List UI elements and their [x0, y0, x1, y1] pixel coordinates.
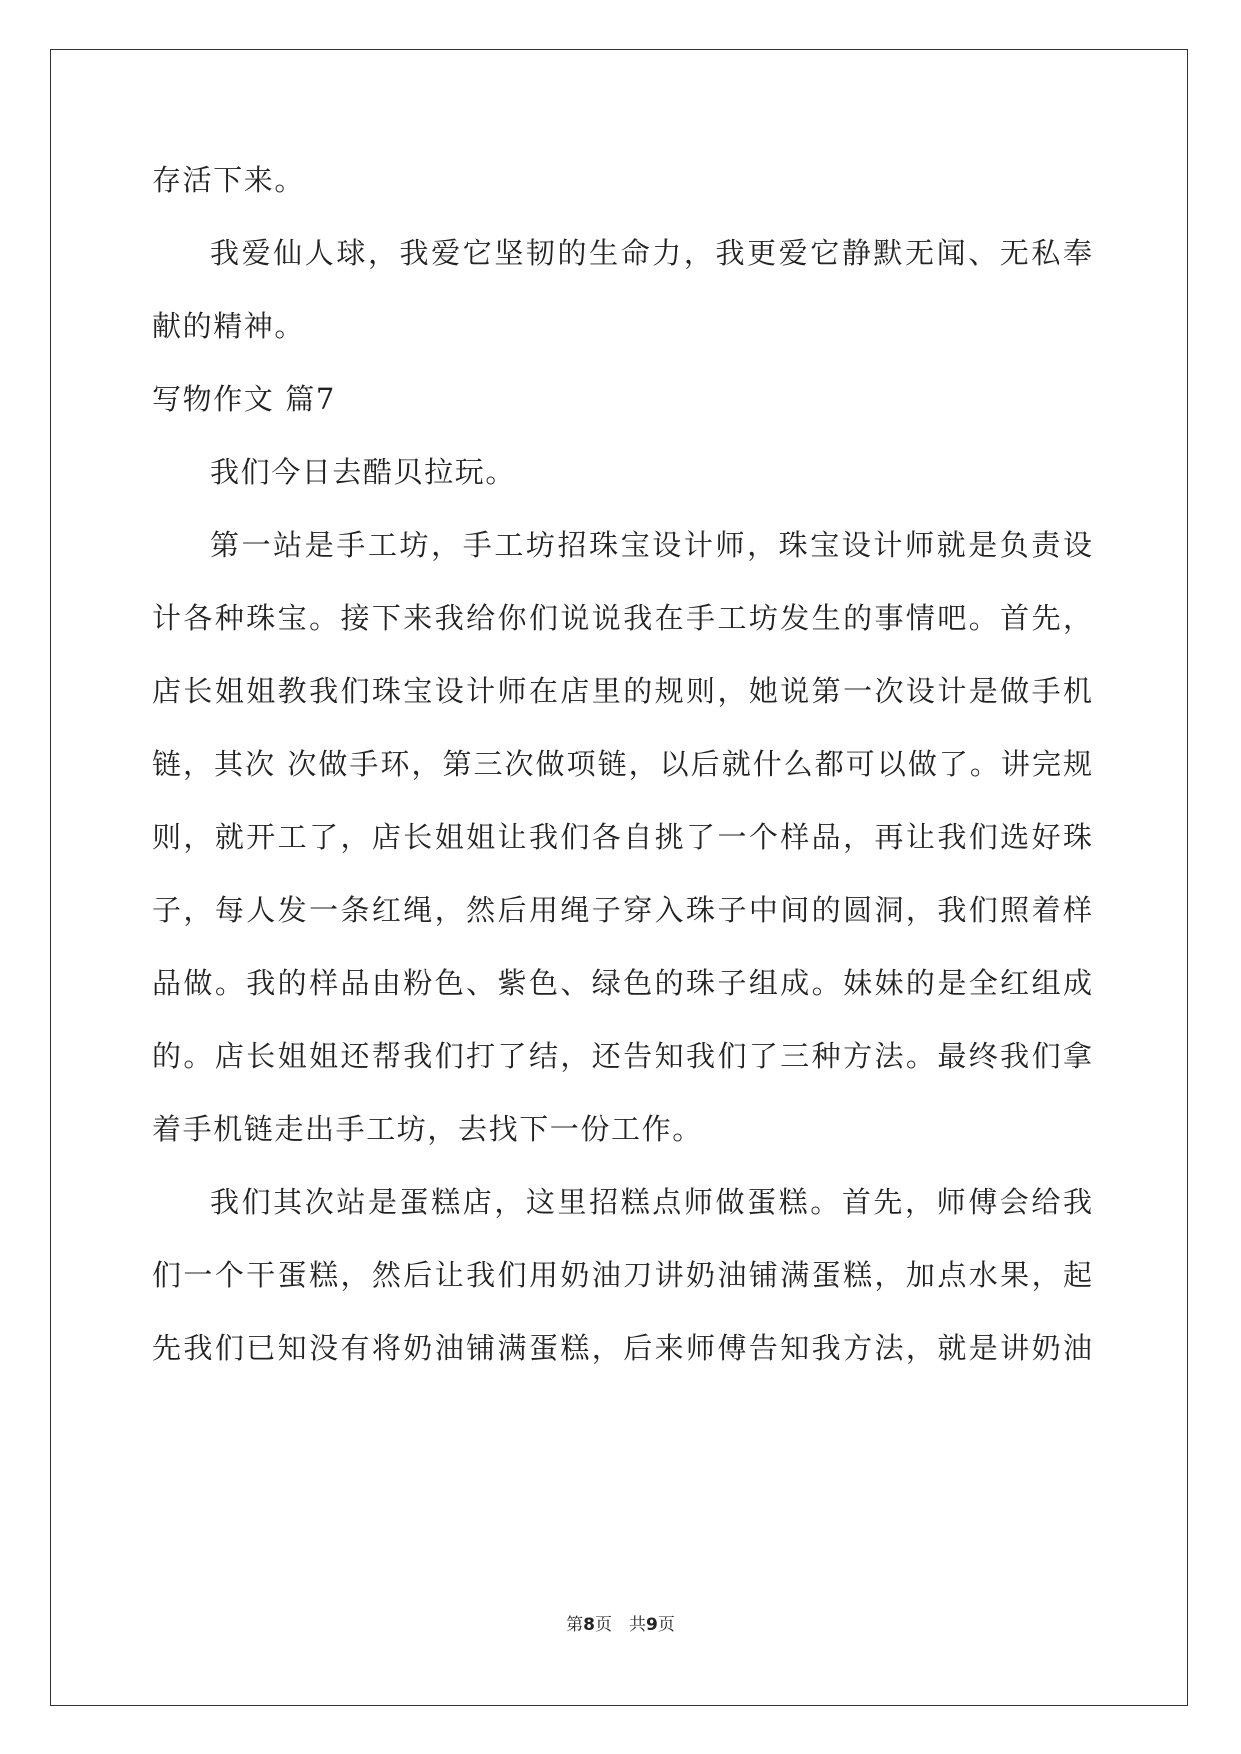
text-line: 则，就开工了，店长姐姐让我们各自挑了一个样品，再让我们选好珠 [152, 820, 1092, 854]
text-line: 子，每人发一条红绳，然后用绳子穿入珠子中间的圆洞，我们照着样 [152, 893, 1092, 927]
section-heading: 写物作文 篇7 [152, 382, 336, 416]
paragraph-first-line: 我们其次站是蛋糕店，这里招糕点师做蛋糕。首先，师傅会给我 [210, 1185, 1092, 1219]
text-line: 先我们已知没有将奶油铺满蛋糕，后来师傅告知我方法，就是讲奶油 [152, 1331, 1092, 1365]
page-footer [0, 1614, 1241, 1636]
text-line: 品做。我的样品由粉色、紫色、绿色的珠子组成。妹妹的是全红组成 [152, 966, 1092, 1000]
paragraph-first-line: 第一站是手工坊，手工坊招珠宝设计师，珠宝设计师就是负责设 [210, 528, 1092, 562]
text-line: 献的精神。 [152, 309, 306, 343]
text-line: 着手机链走出手工坊，去找下一份工作。 [152, 1112, 703, 1146]
paragraph-first-line: 我们今日去酷贝拉玩。 [210, 455, 517, 489]
text-line: 们一个干蛋糕，然后让我们用奶油刀讲奶油铺满蛋糕，加点水果，起 [152, 1258, 1092, 1292]
page-separator: 页 共 [595, 1615, 646, 1635]
page-suffix: 页 [657, 1615, 675, 1635]
text-line: 存活下来。 [152, 163, 306, 197]
page-prefix: 第 [566, 1615, 584, 1635]
text-line: 店长姐姐教我们珠宝设计师在店里的规则，她说第一次设计是做手机 [152, 674, 1092, 708]
text-line: 链，其次 次做手环，第三次做项链，以后就什么都可以做了。讲完规 [152, 747, 1092, 781]
current-page-number: 8 [583, 1615, 595, 1635]
text-line: 计各种珠宝。接下来我给你们说说我在手工坊发生的事情吧。首先， [152, 601, 1092, 635]
total-pages-number: 9 [646, 1615, 658, 1635]
page-border [50, 49, 1188, 1706]
text-line: 的。店长姐姐还帮我们打了结，还告知我们了三种方法。最终我们拿 [152, 1039, 1092, 1073]
paragraph-first-line: 我爱仙人球，我爱它坚韧的生命力，我更爱它静默无闻、无私奉 [210, 236, 1092, 270]
